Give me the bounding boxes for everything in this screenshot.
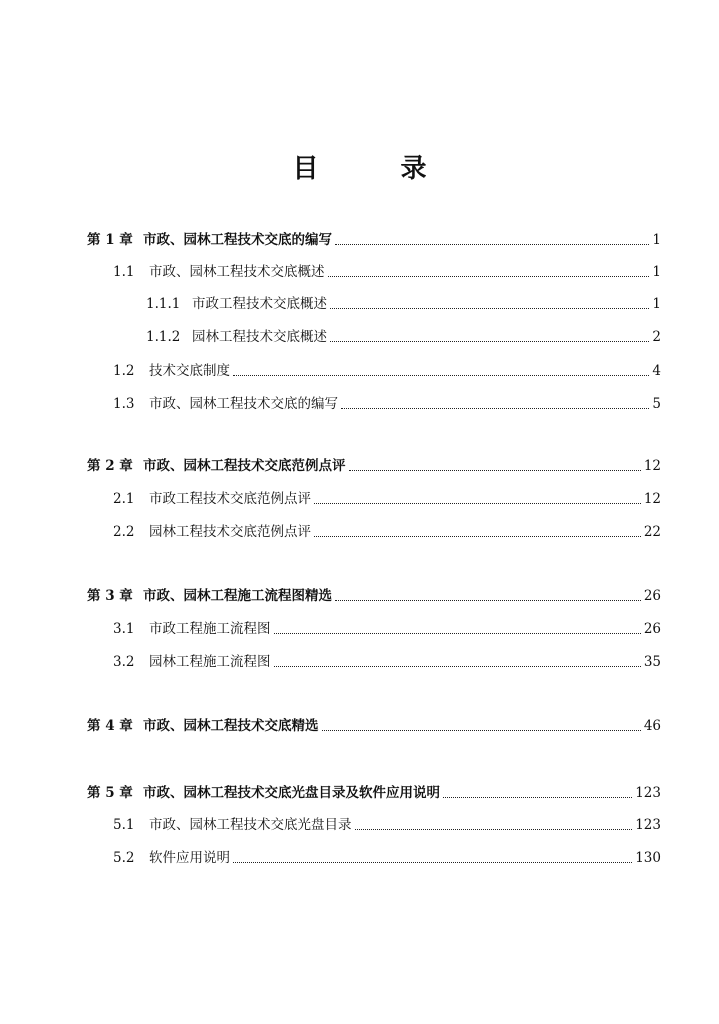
dot-leader — [330, 341, 649, 342]
page-number: 1 — [652, 264, 661, 280]
section-title: 园林工程技术交底范例点评 — [149, 524, 311, 540]
dot-leader — [314, 536, 641, 537]
page-number: 26 — [643, 621, 661, 637]
page-number: 12 — [643, 458, 661, 474]
dot-leader — [335, 600, 641, 601]
section-number: 2.1 — [113, 491, 135, 507]
section-title: 技术交底制度 — [149, 363, 230, 379]
toc-section-3-1[interactable] — [113, 619, 661, 639]
dot-leader — [322, 730, 641, 731]
section-title: 市政工程施工流程图 — [149, 621, 271, 637]
section-title: 市政、园林工程技术交底的编写 — [149, 396, 338, 412]
chapter-number: 第 3 章 — [87, 588, 133, 604]
subsection-title: 园林工程技术交底概述 — [192, 329, 327, 345]
page-number: 123 — [635, 817, 661, 833]
page-title: 目 录 — [292, 154, 455, 184]
chapter-number: 第 4 章 — [87, 718, 133, 734]
dot-leader — [274, 666, 641, 667]
dot-leader — [335, 244, 649, 245]
dot-leader — [443, 797, 632, 798]
page-number: 22 — [643, 524, 661, 540]
dot-leader — [341, 408, 649, 409]
toc-section-1-1[interactable] — [113, 262, 661, 282]
page-number: 26 — [643, 588, 661, 604]
dot-leader — [233, 862, 632, 863]
toc-chapter-3[interactable] — [87, 586, 661, 606]
section-title: 市政、园林工程技术交底光盘目录 — [149, 817, 352, 833]
chapter-title: 市政、园林工程施工流程图精选 — [143, 588, 332, 604]
toc-chapter-4[interactable] — [87, 716, 661, 736]
toc-subsection-1-1-2[interactable] — [146, 327, 661, 347]
dot-leader — [233, 375, 649, 376]
section-number: 1.1 — [113, 264, 135, 280]
dot-leader — [314, 503, 641, 504]
section-number: 2.2 — [113, 524, 135, 540]
section-number: 1.3 — [113, 396, 135, 412]
chapter-title: 市政、园林工程技术交底精选 — [143, 718, 319, 734]
page-number: 12 — [643, 491, 661, 507]
subsection-number: 1.1.2 — [146, 329, 181, 345]
dot-leader — [349, 470, 641, 471]
section-number: 3.2 — [113, 654, 135, 670]
section-number: 5.2 — [113, 850, 135, 866]
page-number: 123 — [635, 785, 661, 801]
section-title: 园林工程施工流程图 — [149, 654, 271, 670]
page-number: 5 — [652, 396, 661, 412]
toc-chapter-1[interactable] — [87, 230, 661, 250]
toc-section-5-2[interactable] — [113, 848, 661, 868]
toc-section-5-1[interactable] — [113, 815, 661, 835]
toc-subsection-1-1-1[interactable] — [146, 294, 661, 314]
section-number: 3.1 — [113, 621, 135, 637]
toc-section-1-3[interactable] — [113, 394, 661, 414]
page-number: 130 — [635, 850, 661, 866]
chapter-title: 市政、园林工程技术交底范例点评 — [143, 458, 346, 474]
section-number: 1.2 — [113, 363, 135, 379]
chapter-number: 第 2 章 — [87, 458, 133, 474]
section-title: 软件应用说明 — [149, 850, 230, 866]
toc-chapter-5[interactable] — [87, 783, 661, 803]
page-number: 2 — [652, 329, 661, 345]
toc-section-2-1[interactable] — [113, 489, 661, 509]
dot-leader — [330, 308, 649, 309]
section-title: 市政工程技术交底范例点评 — [149, 491, 311, 507]
toc-chapter-2[interactable] — [87, 456, 661, 476]
toc-section-3-2[interactable] — [113, 652, 661, 672]
chapter-number: 第 1 章 — [87, 232, 133, 248]
section-title: 市政、园林工程技术交底概述 — [149, 264, 325, 280]
chapter-title: 市政、园林工程技术交底的编写 — [143, 232, 332, 248]
chapter-title: 市政、园林工程技术交底光盘目录及软件应用说明 — [143, 785, 440, 801]
subsection-number: 1.1.1 — [146, 296, 181, 312]
dot-leader — [274, 633, 641, 634]
section-number: 5.1 — [113, 817, 135, 833]
subsection-title: 市政工程技术交底概述 — [192, 296, 327, 312]
page-number: 1 — [652, 296, 661, 312]
dot-leader — [355, 829, 633, 830]
page-number: 1 — [652, 232, 661, 248]
toc-section-2-2[interactable] — [113, 522, 661, 542]
page-number: 4 — [652, 363, 661, 379]
page-number: 35 — [643, 654, 661, 670]
dot-leader — [328, 276, 650, 277]
toc-section-1-2[interactable] — [113, 361, 661, 381]
page-number: 46 — [643, 718, 661, 734]
chapter-number: 第 5 章 — [87, 785, 133, 801]
